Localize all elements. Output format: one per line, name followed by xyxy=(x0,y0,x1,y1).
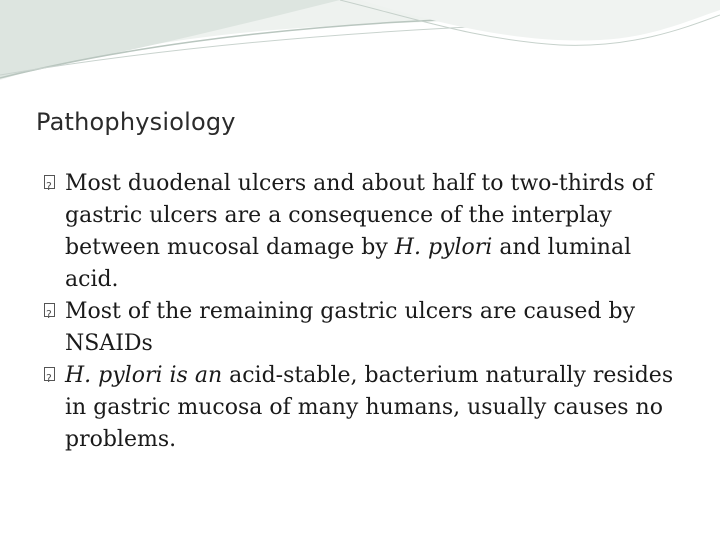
bullet-item xyxy=(44,296,684,360)
bullet-text: Most duodenal ulcers and about half to two-thirds of gastric ulcers are a consequence of the interplay between mucosal damage by xyxy=(65,171,654,260)
bullet-text: and luminal acid. xyxy=(65,235,632,292)
bullet-list xyxy=(44,168,684,456)
bullet-text: acid-stable, bacterium naturally resides in gastric mucosa of many humans, usually causes no problems. xyxy=(65,363,674,452)
bullet-marker-icon xyxy=(44,367,55,381)
bullet-item xyxy=(44,168,684,296)
bullet-item xyxy=(44,360,684,456)
bullet-text: Most of the remaining gastric ulcers are caused by NSAIDs xyxy=(65,299,635,356)
bullet-marker-icon xyxy=(44,303,55,317)
header-swoosh-decoration xyxy=(0,0,720,120)
slide-title: Pathophysiology xyxy=(36,108,236,136)
bullet-marker-icon xyxy=(44,175,55,189)
bullet-text-italic: H. pylori is an xyxy=(65,363,223,388)
bullet-text-italic: H. pylori xyxy=(394,235,493,260)
